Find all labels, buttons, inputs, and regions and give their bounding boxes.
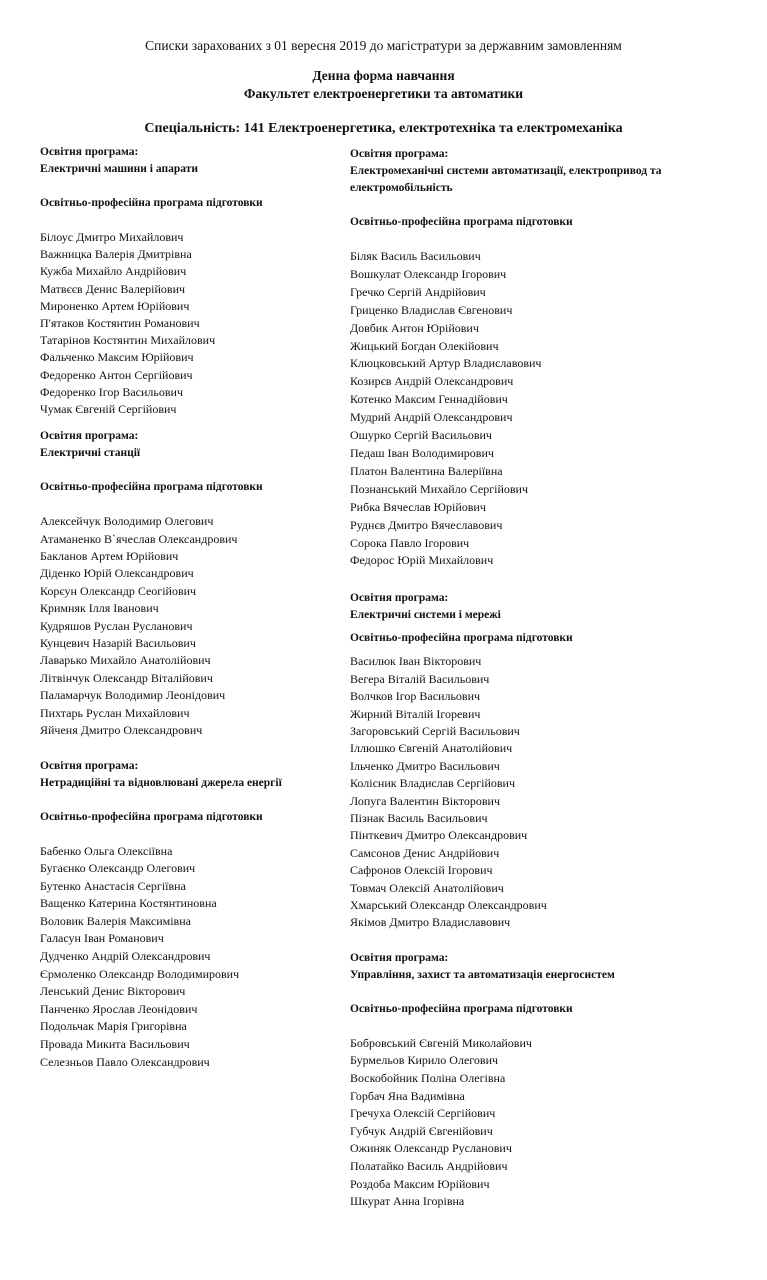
student-list: [350, 653, 750, 932]
student-name: Сафронов Олексій Ігорович: [350, 863, 493, 878]
program-block: [350, 146, 750, 570]
student-name: Алексейчук Володимир Олегович: [40, 514, 214, 529]
faculty-title: Факультет електроенергетики та автоматики: [243, 86, 524, 101]
student-name: Провада Микита Васильович: [40, 1037, 190, 1052]
student-name: Матвєєв Денис Валерійович: [40, 281, 186, 296]
student-name: Якімов Дмитро Владиславович: [350, 915, 511, 930]
opp-label: Освітньо-професійна програма підготовки: [350, 216, 573, 228]
student-name: Довбик Антон Юрійович: [350, 320, 479, 335]
student-name: Пізнак Василь Васильович: [350, 810, 488, 825]
student-name: Бобровський Євгеній Миколайович: [350, 1035, 532, 1050]
student-name: Дудченко Андрій Олександрович: [40, 949, 211, 964]
student-name: Панченко Ярослав Леонідович: [40, 1001, 198, 1016]
student-name: Вегера Віталій Васильович: [350, 671, 490, 686]
program-name: Електричні машини і апарати: [40, 163, 198, 175]
student-name: Селезньов Павло Олександрович: [40, 1054, 210, 1069]
program-label: Освітня програма:: [40, 146, 139, 158]
student-name: Мироненко Артем Юрійович: [40, 298, 190, 313]
student-name: П'ятаков Костянтин Романович: [40, 316, 200, 331]
program-block: [40, 428, 340, 739]
student-name: Самсонов Денис Андрійович: [350, 845, 500, 860]
student-name: Федоренко Антон Сергійович: [40, 367, 193, 382]
student-name: Жирний Віталій Ігоревич: [350, 706, 481, 721]
student-name: Колісник Владислав Сергійович: [350, 776, 515, 791]
student-name: Галасун Іван Романович: [40, 931, 164, 946]
student-name: Атаманенко В`ячеслав Олександрович: [40, 531, 238, 546]
student-name: Кужба Михайло Андрійович: [40, 264, 187, 279]
student-name: Лопуга Валентин Вікторович: [350, 793, 500, 808]
student-name: Яйченя Дмитро Олександрович: [40, 723, 203, 738]
student-name: Козирєв Андрій Олександрович: [350, 374, 514, 389]
student-name: Сорока Павло Ігорович: [350, 535, 470, 550]
opp-label: Освітньо-професійна програма підготовки: [40, 810, 263, 823]
student-name: Волчков Ігор Васильович: [350, 689, 481, 704]
student-name: Бурмельов Кирило Олегович: [350, 1053, 499, 1068]
student-name: Горбач Яна Вадимівна: [350, 1088, 465, 1103]
student-name: Лаварько Михайло Анатолійович: [40, 653, 211, 668]
student-name: Подольчак Марія Григорівна: [40, 1019, 187, 1034]
program-label: Освітня програма:: [350, 592, 449, 605]
student-name: Ленський Денис Вікторович: [40, 984, 186, 999]
program-label: Освітня програма:: [40, 430, 139, 443]
student-name: Руднєв Дмитро Вячеславович: [350, 517, 503, 532]
student-name: Чумак Євгеній Сергійович: [40, 402, 177, 417]
student-name: Платон Валентина Валеріївна: [350, 463, 503, 478]
student-name: Ожиняк Олександр Русланович: [350, 1141, 512, 1156]
student-name: Бакланов Артем Юрійович: [40, 549, 179, 564]
student-name: Рибка Вячеслав Юрійович: [350, 499, 486, 514]
program-name: Нетрадиційні та відновлювані джерела енергії: [40, 776, 282, 789]
student-name: Товмач Олексій Анатолійович: [350, 880, 504, 895]
student-name: Кудряшов Руслан Русланович: [40, 618, 193, 633]
student-name: Федорос Юрій Михайлович: [350, 553, 494, 568]
student-name: Літвінчук Олександр Віталійович: [40, 670, 213, 685]
student-list: [350, 248, 750, 570]
student-name: Діденко Юрій Олександрович: [40, 566, 194, 581]
student-name: Вошкулат Олександр Ігорович: [350, 266, 507, 281]
student-name: Білоус Дмитро Михайлович: [40, 230, 184, 244]
student-name: Загоровський Сергій Васильович: [350, 723, 520, 738]
program-name: Електричні системи і мережі: [350, 609, 501, 622]
left-column: [40, 144, 340, 1071]
student-name: Пінткевич Дмитро Олександрович: [350, 828, 528, 843]
program-block: [350, 950, 750, 1211]
student-name: Воловик Валерія Максимівна: [40, 913, 191, 928]
program-label: Освітня програма:: [40, 759, 139, 772]
student-name: Котенко Максим Геннадійович: [350, 392, 508, 407]
program-block: [40, 758, 340, 1072]
student-name: Педаш Іван Володимирович: [350, 445, 494, 460]
student-name: Важницка Валерія Дмитрівна: [40, 247, 192, 262]
student-name: Бугаєнко Олександр Олегович: [40, 861, 196, 876]
specialty-title: Спеціальність: 141 Електроенергетика, електротехніка та електромеханіка: [144, 121, 623, 136]
student-name: Василюк Іван Вікторович: [350, 654, 482, 669]
student-name: Мудрий Андрій Олександрович: [350, 410, 513, 425]
student-name: Єрмоленко Олександр Володимирович: [40, 966, 240, 981]
program-name: Управління, захист та автоматизація енергосистем: [350, 968, 615, 981]
opp-label: Освітньо-професійна програма підготовки: [350, 632, 573, 645]
opp-label: Освітньо-професійна програма підготовки: [40, 197, 263, 209]
document-title: Списки зарахованих з 01 вересня 2019 до магістратури за державним замовленням: [145, 38, 622, 53]
student-name: Корєун Олександр Сеогійович: [40, 583, 197, 598]
student-name: Пихтарь Руслан Михайлович: [40, 705, 190, 720]
student-list: [350, 1035, 750, 1211]
program-name: Електромеханічні системи автоматизації, електропривод та електромобільність: [350, 165, 662, 194]
student-name: Жицький Богдан Олекійович: [350, 338, 499, 353]
student-name: Ошурко Сергій Васильович: [350, 428, 492, 443]
program-label: Освітня програма:: [350, 148, 449, 160]
student-list: [40, 843, 340, 1072]
right-column: [350, 146, 750, 1211]
student-name: Познанський Михайло Сергійович: [350, 481, 528, 496]
student-name: Роздоба Максим Юрійович: [350, 1176, 490, 1191]
student-name: Бутенко Анастасія Сергіївна: [40, 878, 186, 893]
student-name: Клюцковський Артур Владиславович: [350, 356, 542, 371]
study-form-title: Денна форма навчання: [312, 68, 455, 83]
student-name: Татарінов Костянтин Михайлович: [40, 333, 216, 348]
student-name: Гриценко Владислав Євгенович: [350, 302, 513, 317]
program-name: Електричні станції: [40, 447, 141, 460]
student-name: Бабенко Ольга Олексіївна: [40, 843, 173, 858]
student-name: Гречуха Олексій Сергійович: [350, 1106, 496, 1121]
student-name: Паламарчук Володимир Леонідович: [40, 688, 226, 703]
opp-label: Освітньо-професійна програма підготовки: [40, 481, 263, 494]
student-list: [40, 229, 340, 418]
student-name: Гречко Сергій Андрійович: [350, 284, 486, 299]
page-header: [0, 36, 767, 138]
student-list: [40, 513, 340, 739]
student-name: Федоренко Ігор Васильович: [40, 384, 184, 399]
student-name: Кунцевич Назарій Васильович: [40, 636, 196, 651]
student-name: Воскобойник Поліна Олегівна: [350, 1071, 506, 1085]
student-name: Ващенко Катерина Костянтиновна: [40, 896, 217, 911]
opp-label: Освітньо-професійна програма підготовки: [350, 1002, 573, 1015]
student-name: Губчук Андрій Євгенійович: [350, 1123, 493, 1138]
program-block: [350, 590, 750, 932]
program-block: [40, 144, 340, 418]
student-name: Хмарський Олександр Олександрович: [350, 898, 547, 912]
student-name: Шкурат Анна Ігорівна: [350, 1194, 465, 1209]
student-name: Ільченко Дмитро Васильович: [350, 758, 500, 773]
student-name: Біляк Василь Васильович: [350, 249, 481, 263]
student-name: Іллюшко Євгеній Анатолійович: [350, 741, 513, 756]
program-label: Освітня програма:: [350, 951, 449, 964]
student-name: Полатайко Василь Андрійович: [350, 1158, 508, 1173]
student-name: Фальченко Максим Юрійович: [40, 350, 194, 365]
student-name: Кримняк Ілля Іванович: [40, 601, 159, 616]
